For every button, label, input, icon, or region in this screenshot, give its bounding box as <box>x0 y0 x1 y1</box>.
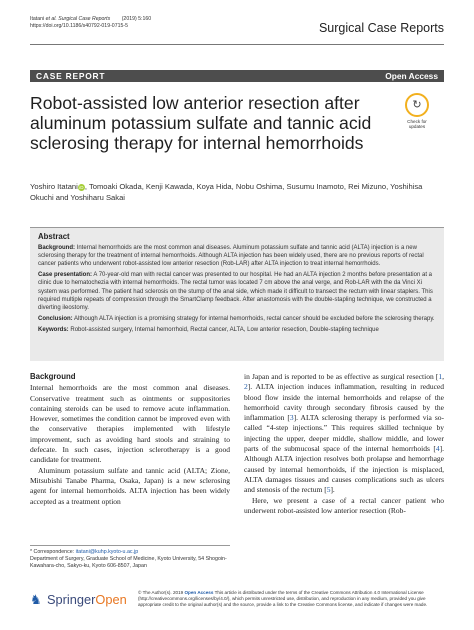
correspondence-line <box>30 549 230 556</box>
journal-name: Surgical Case Reports <box>318 21 444 35</box>
body-text: ]. ALTA injection induces inflammation, resulting in reduced blood flow inside the internal hemorrhoids and relapse of the hemorrhoid cavity through secondary fibrosis caused by the inflammation [ <box>244 382 444 423</box>
citation-author: Itatani <box>30 16 46 22</box>
body-column-right <box>244 372 444 516</box>
abstract-keywords <box>38 326 436 334</box>
citation-link[interactable]: 2 <box>244 382 248 392</box>
article-type-label: CASE REPORT <box>36 71 106 81</box>
check-for-updates-label <box>403 119 431 129</box>
coauthors: , Tomoaki Okada, Kenji Kawada, Koya Hida, Nobu Oshima, Susumu Inamoto, Rei Mizuno, Yoshihisa Okuchi and Yoshiharu Sakai <box>30 182 423 202</box>
citation-line <box>30 16 151 23</box>
springer-horse-icon: ♞ <box>30 591 42 607</box>
springer-word: Springer <box>47 592 96 607</box>
license-text <box>138 590 444 607</box>
abstract-conclusion <box>38 315 436 323</box>
article-title: Robot-assisted low anterior resection after aluminum potassium sulfate and tannic acid sclerosing therapy for internal hemorrhoids <box>30 93 372 153</box>
citation-journal: et al. Surgical Case Reports <box>45 16 111 22</box>
abstract-background-label: Background: <box>38 245 76 252</box>
check-for-updates-badge[interactable] <box>403 93 431 129</box>
badge-line-1: Check for <box>407 119 427 124</box>
correspondence-label: * Correspondence: <box>30 549 76 555</box>
abstract-case <box>38 271 436 311</box>
open-access-label: Open Access <box>385 71 438 81</box>
author-list <box>30 182 435 203</box>
abstract-keywords-text: Robot-assisted surgery, Internal hemorrhoid, Rectal cancer, ALTA, Low anterior resection, Double-stapling technique <box>68 326 379 333</box>
abstract-box <box>30 227 444 361</box>
springer-open-logo <box>30 592 127 607</box>
citation-link[interactable]: 3 <box>289 413 294 423</box>
citation-link[interactable]: 4 <box>435 444 440 454</box>
corresponding-author: Yoshiro Itatani <box>30 182 78 191</box>
section-heading-background: Background <box>30 372 76 381</box>
abstract-case-label: Case presentation: <box>38 272 93 279</box>
body-text: ]. Although ALTA injection resolves both prolapse and hemorrhage caused by internal hemorrhoids, if the injection is misplaced, ALTA damages tissues and causes complications such as ulcers and stenosis of the rectum [ <box>244 444 444 495</box>
body-text: ]. <box>330 485 335 495</box>
abstract-background-text: Internal hemorrhoids are the most common anal diseases. Aluminum potassium sulfate and tannic acid (ALTA) injection is a new sclerosing therapy for the treatment of internal hemorrhoids. Although ALTA injection has been widely used, there are no previous reports of rectal cancer patients who underwent robot-assisted low anterior resection (Rob-LAR) after ALTA injection to treat internal hemorrhoids. <box>38 245 424 268</box>
orcid-icon[interactable]: iD <box>79 185 84 190</box>
email-link[interactable]: itatani@kuhp.kyoto-u.ac.jp <box>75 549 139 555</box>
affiliation: Department of Surgery, Graduate School of Medicine, Kyoto University, 54 Shogoin-Kawahara-cho, Sakyo-ku, Kyoto 606-8507, Japan <box>30 555 227 569</box>
abstract-background <box>38 244 436 268</box>
citation-link[interactable]: 5 <box>326 485 331 495</box>
body-paragraph: Internal hemorrhoids are the most common anal diseases. Conservative treatment such as ointments or suppositories containing steroids can be used to remove acute inflammation. However, sometimes the condition cannot be improved even with the conservative therapies implemented with lifestyle improvement, such as avoiding hard stools and straining to defecate. In such cases, injection sclerotherapy is a good candidate for treatment. <box>30 383 230 465</box>
copyright-text: © The Author(s). 2019 <box>138 590 185 595</box>
header-divider <box>30 44 444 45</box>
abstract-conclusion-label: Conclusion: <box>38 315 73 322</box>
badge-line-2: updates <box>408 124 426 129</box>
body-column-left <box>30 372 230 507</box>
body-text: ]. ALTA sclerosing therapy is performed via so-called “4-step injections.” This requires skilled technique by injecting the upper, deeper middle, shallow middle, and lower parts of the submucosal space of the internal hemorrhoids [ <box>244 413 444 454</box>
citation-meta <box>30 16 151 30</box>
body-paragraph: Aluminum potassium sulfate and tannic acid (ALTA; Zione, Mitsubishi Tanabe Pharma, Osaka, Japan) is a new sclerosing agent for internal hemorrhoids. ALTA injection has been widely accepted as a treatment option <box>30 465 230 506</box>
check-for-updates-icon: ↻ <box>405 93 429 117</box>
body-paragraph: Here, we present a case of a rectal cancer patient who underwent robot-assisted low anterior resection (Rob- <box>244 495 444 515</box>
doi-link[interactable]: https://doi.org/10.1186/s40792-019-0715-5 <box>30 23 128 29</box>
abstract-keywords-label: Keywords: <box>38 326 69 333</box>
open-word: Open <box>95 592 127 607</box>
citation-link[interactable]: 1 <box>438 372 443 381</box>
abstract-heading: Abstract <box>38 232 70 241</box>
license-body: This article is distributed under the terms of the Creative Commons Attribution 4.0 International License (http://creativecommons.org/licenses/by/4.0/), which permits unrestricted use, distribution, and reproduction in any medium, provided you give appropriate credit to the original author(s) and the source, provide a link to the Creative Commons license, and indicate if changes were made. <box>138 590 428 607</box>
correspondence-footnote <box>30 545 230 569</box>
body-paragraph: in Japan and is reported to be as effective as surgical resection [1, 2]. ALTA injection induces inflammation, resulting in reduced blood flow inside the internal hemorrhoids and relapse of the hemorrhoid cavity through secondary fibrosis caused by the inflammation [3]. ALTA sclerosing therapy is performed via so-called “4-step injections.” This requires skilled technique by injecting the upper, deeper middle, shallow middle, and lower parts of the submucosal space of the internal hemorrhoids [4]. Although ALTA injection resolves both prolapse and hemorrhage caused by internal hemorrhoids, if the injection is misplaced, ALTA damages tissues and causes complications such as ulcers and stenosis of the rectum [5]. <box>244 372 444 495</box>
abstract-case-text: A 70-year-old man with rectal cancer was presented to our hospital. He had an ALTA injection 2 months before presentation at a clinic due to hematochezia with internal hemorrhoids. The rectal tumor was located 7 cm above the anal verge, and Rob-LAR with the da Vinci Xi system was performed. The patient had sclerosis on the stump of the anal side, which made it difficult to transect the rectum with linear staplers. This required multiple repeats of compression through the SmartClamp feedback. After anastomosis with the double-stapling technique, we constructed a diverting ileostomy. <box>38 272 433 311</box>
open-access-license-label: Open Access <box>184 590 214 595</box>
springer-brand <box>47 592 127 607</box>
article-type-bar <box>30 70 444 82</box>
body-text: in Japan and is reported to be as effective as surgical resection [ <box>244 372 439 381</box>
citation-year: (2019) 5:160 <box>121 16 152 22</box>
abstract-conclusion-text: Although ALTA injection is a promising strategy for internal hemorrhoids, rectal cancer should be excluded before the sclerosing therapy. <box>72 315 435 322</box>
